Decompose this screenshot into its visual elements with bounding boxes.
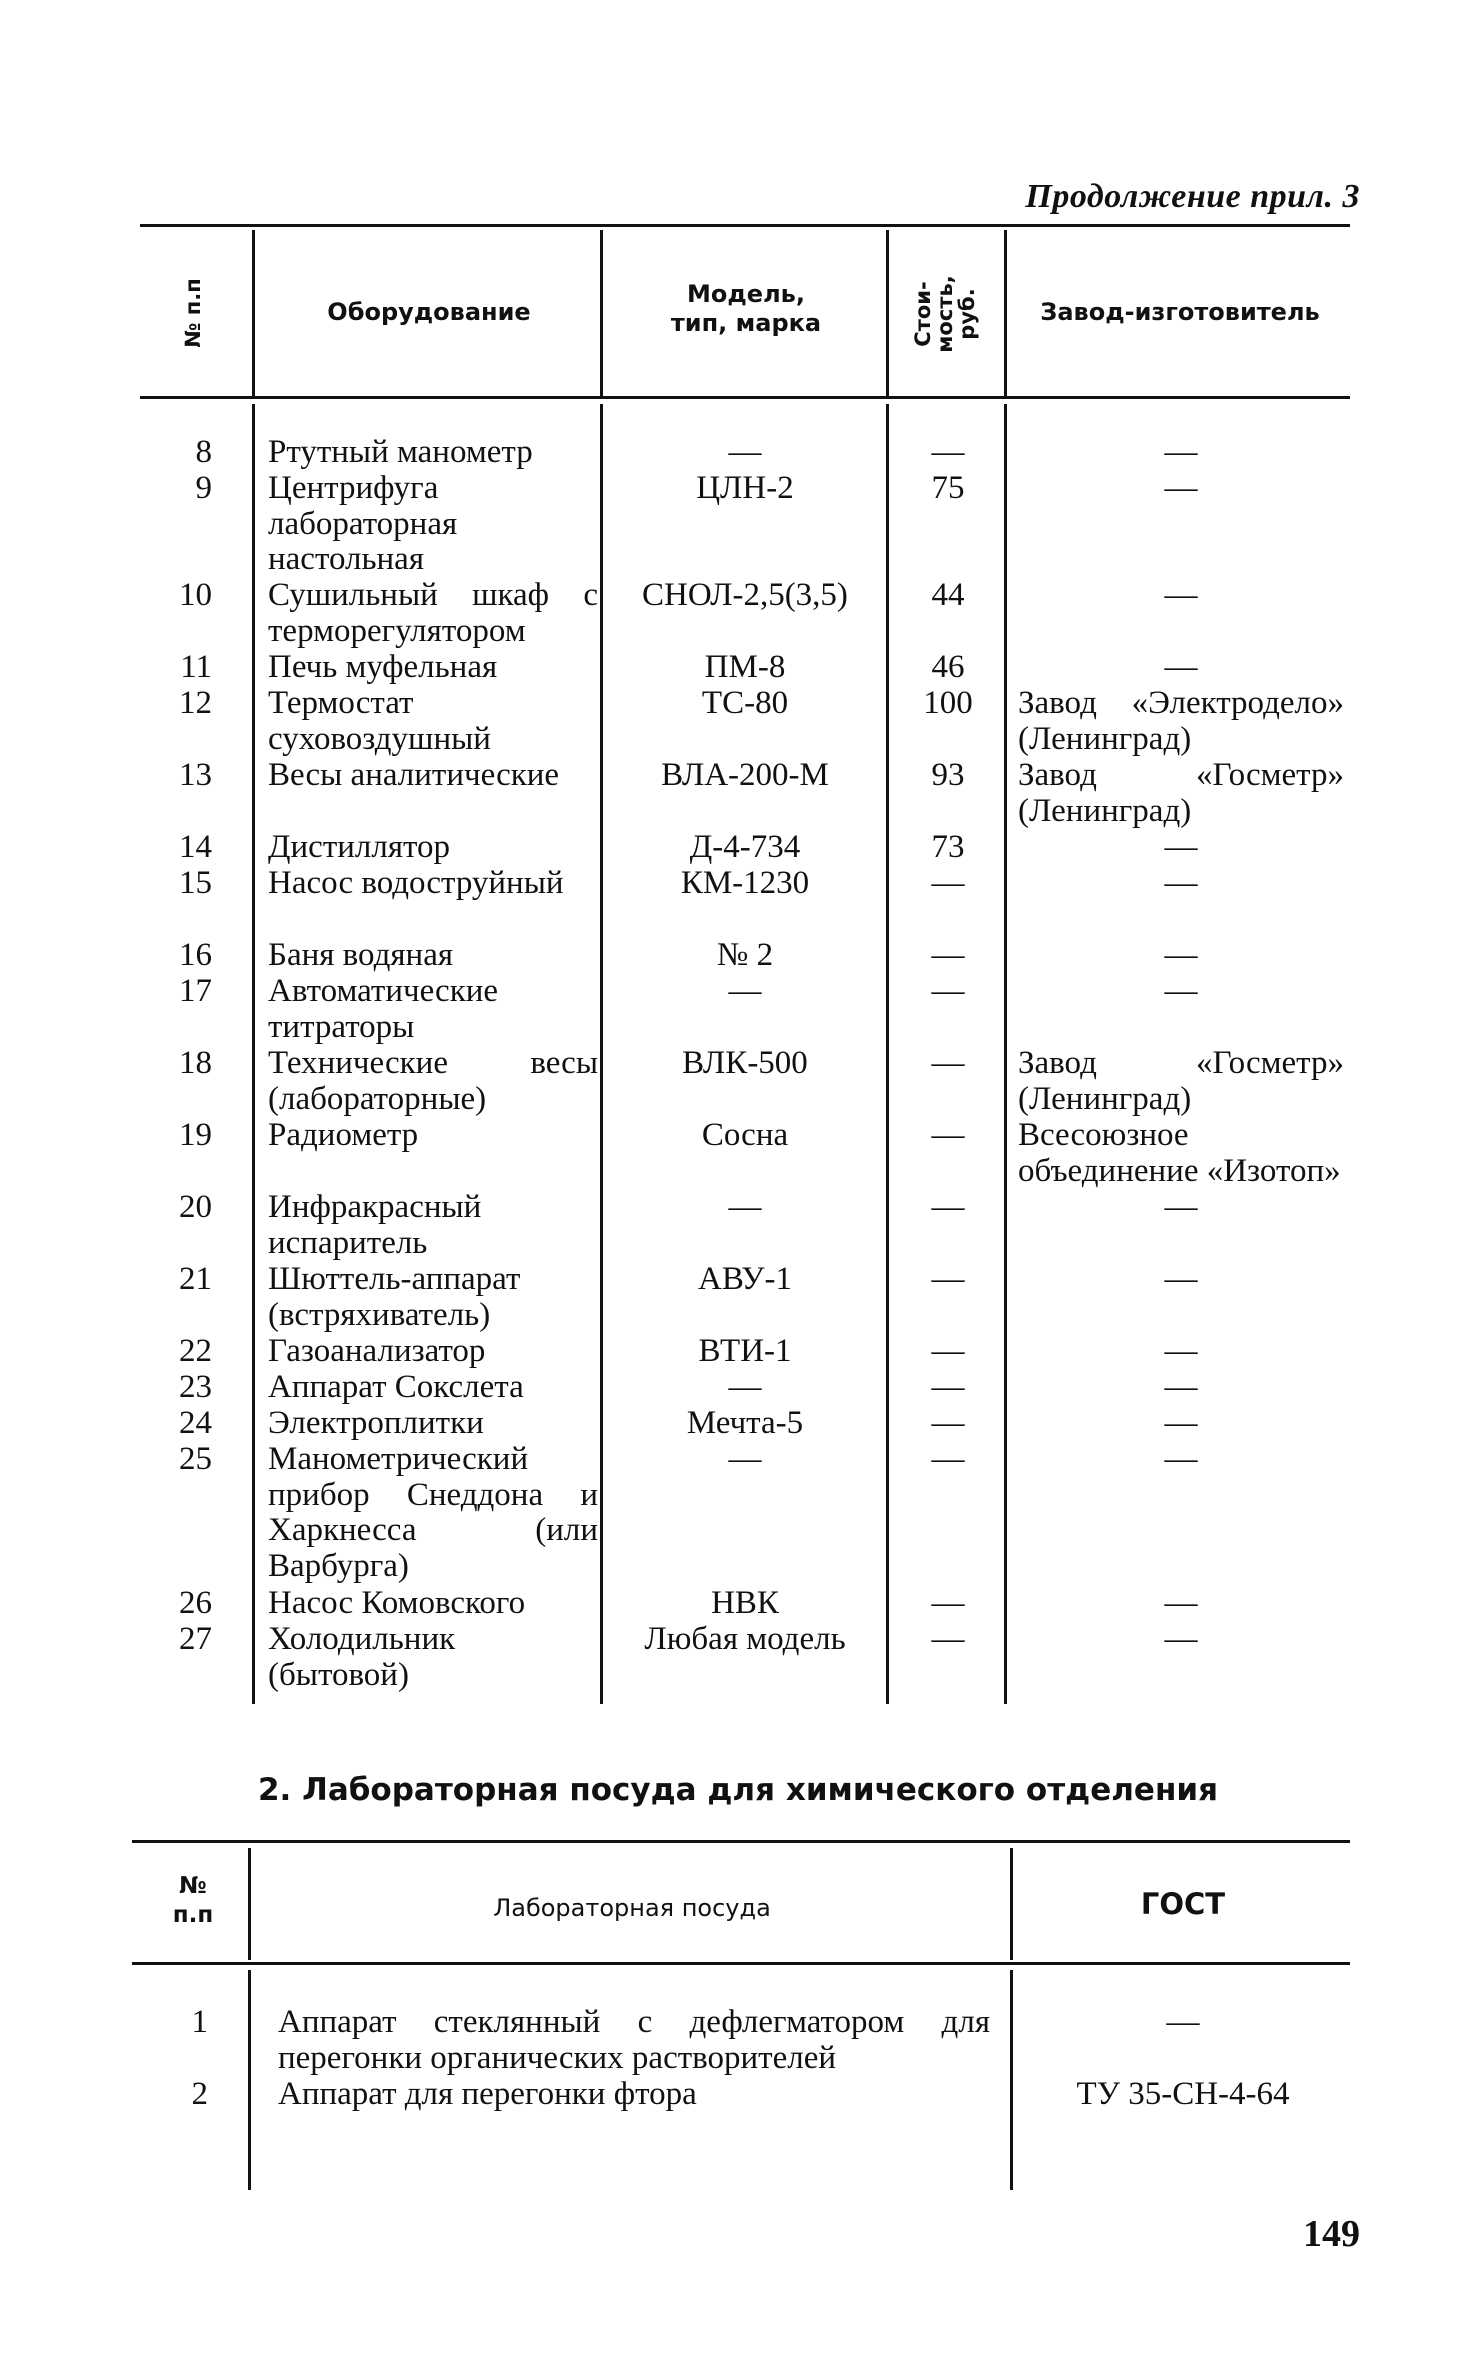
cost: —	[931, 1369, 965, 1405]
manufacturer: —	[1164, 1585, 1198, 1621]
manufacturer: Завод «Госметр» (Ленинград)	[1018, 757, 1344, 829]
table2-header-rule	[132, 1962, 1350, 1965]
row-number: 16	[179, 937, 212, 973]
row-number: 18	[179, 1045, 212, 1081]
manufacturer: Завод «Госметр» (Ленинград)	[1018, 1045, 1344, 1117]
row-number: 1	[191, 2004, 208, 2040]
model: —	[728, 1441, 762, 1477]
table1-body-divider-1	[252, 404, 255, 1704]
manufacturer: —	[1164, 470, 1198, 506]
cost: —	[931, 1333, 965, 1369]
model: СНОЛ-2,5(3,5)	[642, 577, 848, 613]
row-number: 27	[179, 1621, 212, 1657]
cost: —	[931, 1189, 965, 1225]
equipment-name: Печь муфельная	[268, 649, 498, 685]
equipment-name: Баня водяная	[268, 937, 454, 973]
cost: —	[931, 1585, 965, 1621]
model: НВК	[711, 1585, 779, 1621]
model: ЦЛН-2	[696, 470, 794, 506]
cost: 46	[931, 649, 965, 685]
table1-header-model: Модель, тип, марка	[670, 280, 822, 337]
model: АВУ-1	[697, 1261, 793, 1297]
manufacturer: —	[1164, 1441, 1198, 1477]
table1-header-equipment: Оборудование	[327, 298, 531, 326]
equipment-name: Весы аналитические	[268, 757, 560, 793]
manufacturer: —	[1164, 434, 1198, 470]
model: ВЛК-500	[682, 1045, 808, 1081]
row-number: 2	[191, 2076, 208, 2112]
equipment-name: Радиометр	[268, 1117, 419, 1153]
cost: —	[931, 1621, 965, 1657]
table1-top-rule	[140, 224, 1350, 227]
equipment-name: Автоматические титраторы	[268, 973, 499, 1045]
cost: 75	[931, 470, 965, 506]
cost: —	[931, 1117, 965, 1153]
table2-header-divider-1	[248, 1848, 251, 1960]
table1-header-manufacturer: Завод-изготовитель	[1040, 298, 1320, 326]
equipment-name: Ртутный манометр	[268, 434, 533, 470]
table1-col-divider-1	[252, 230, 255, 396]
table1-body-divider-4	[1004, 404, 1007, 1704]
row-number: 14	[179, 829, 212, 865]
cost: —	[931, 1045, 965, 1081]
manufacturer: —	[1164, 1405, 1198, 1441]
row-number: 23	[179, 1369, 212, 1405]
table2-body-divider-1	[248, 1970, 251, 2190]
table1-col-divider-2	[600, 230, 603, 396]
equipment-name: Электроплитки	[268, 1405, 484, 1441]
model: ТС-80	[701, 685, 789, 721]
row-number: 21	[179, 1261, 212, 1297]
cost: 100	[923, 685, 973, 721]
manufacturer: —	[1164, 1261, 1198, 1297]
equipment-name: Холодильник (бытовой)	[268, 1621, 456, 1693]
glassware-name: Аппарат для перегонки фтора	[278, 2076, 697, 2112]
cost: —	[931, 937, 965, 973]
equipment-name: Инфракрасный испаритель	[268, 1189, 482, 1261]
row-number: 25	[179, 1441, 212, 1477]
page-number: 149	[1303, 2213, 1360, 2255]
cost: 93	[931, 757, 965, 793]
cost: —	[931, 973, 965, 1009]
row-number: 8	[195, 434, 212, 470]
table2-body-divider-2	[1010, 1970, 1013, 2190]
manufacturer: —	[1164, 1369, 1198, 1405]
cost: 44	[931, 577, 965, 613]
row-number: 9	[195, 470, 212, 506]
manufacturer: —	[1164, 577, 1198, 613]
cost: —	[931, 1405, 965, 1441]
table1-col-divider-3	[886, 230, 889, 396]
row-number: 24	[179, 1405, 212, 1441]
row-number: 15	[179, 865, 212, 901]
manufacturer: Всесоюзное объединение «Изотоп»	[1018, 1117, 1341, 1189]
manufacturer: —	[1164, 865, 1198, 901]
equipment-name: Насос водоструйный	[268, 865, 564, 901]
equipment-name: Аппарат Сокслета	[268, 1369, 524, 1405]
manufacturer: —	[1164, 649, 1198, 685]
model: —	[728, 434, 762, 470]
table2-header-divider-2	[1010, 1848, 1013, 1960]
equipment-name: Центрифуга лабораторная настольная	[268, 470, 458, 577]
manufacturer: —	[1164, 973, 1198, 1009]
model: ПМ-8	[704, 649, 786, 685]
glassware-name: Аппарат стеклянный с дефлегматором для перегонки органических растворителей	[278, 2004, 990, 2076]
equipment-name: Насос Комовского	[268, 1585, 526, 1621]
manufacturer: Завод «Электродело» (Ленинград)	[1018, 685, 1344, 757]
row-number: 26	[179, 1585, 212, 1621]
section2-title: 2. Лабораторная посуда для химического отделения	[257, 1772, 1219, 1808]
manufacturer: —	[1164, 937, 1198, 973]
gost: —	[1166, 2004, 1200, 2040]
manufacturer: —	[1164, 829, 1198, 865]
manufacturer: —	[1164, 1333, 1198, 1369]
model: —	[728, 973, 762, 1009]
row-number: 10	[179, 577, 212, 613]
table2-header-gost: ГОСТ	[1140, 1887, 1226, 1921]
table1-body-divider-2	[600, 404, 603, 1704]
cost: —	[931, 1441, 965, 1477]
model: № 2	[716, 937, 774, 973]
manufacturer: —	[1164, 1621, 1198, 1657]
equipment-name: Манометрический прибор Снеддона и Харкнесса (или Варбурга)	[268, 1441, 598, 1584]
model: Мечта-5	[686, 1405, 804, 1441]
table1-col-divider-4	[1004, 230, 1007, 396]
table1-header-rule	[140, 396, 1350, 399]
table1-header-num: № п.п	[181, 278, 205, 348]
table2-header-num: № п.п	[172, 1873, 214, 1928]
equipment-name: Дистиллятор	[268, 829, 450, 865]
continuation-header: Продолжение прил. 3	[1025, 178, 1360, 215]
table1-body-divider-3	[886, 404, 889, 1704]
model: Д-4-734	[689, 829, 801, 865]
equipment-name: Технические весы (лабораторные)	[268, 1045, 598, 1117]
cost: —	[931, 434, 965, 470]
equipment-name: Термостат суховоздушный	[268, 685, 491, 757]
cost: —	[931, 1261, 965, 1297]
table2-header-item: Лабораторная посуда	[493, 1894, 771, 1922]
row-number: 22	[179, 1333, 212, 1369]
model: Любая модель	[644, 1621, 846, 1657]
model: —	[728, 1369, 762, 1405]
model: ВЛА-200-М	[661, 757, 829, 793]
model: —	[728, 1189, 762, 1225]
row-number: 12	[179, 685, 212, 721]
row-number: 11	[180, 649, 212, 685]
table2-top-rule	[132, 1840, 1350, 1843]
equipment-name: Шюттель-аппарат (встряхиватель)	[268, 1261, 521, 1333]
model: ВТИ-1	[698, 1333, 792, 1369]
row-number: 19	[179, 1117, 212, 1153]
cost: —	[931, 865, 965, 901]
table1-header-cost: Стои- мость, руб.	[911, 275, 979, 353]
equipment-name: Газоанализатор	[268, 1333, 486, 1369]
row-number: 20	[179, 1189, 212, 1225]
row-number: 13	[179, 757, 212, 793]
equipment-name: Сушильный шкаф с терморегулятором	[268, 577, 598, 649]
model: Сосна	[701, 1117, 789, 1153]
model: КМ-1230	[680, 865, 810, 901]
manufacturer: —	[1164, 1189, 1198, 1225]
cost: 73	[931, 829, 965, 865]
row-number: 17	[179, 973, 212, 1009]
gost: ТУ 35-СН-4-64	[1076, 2076, 1290, 2112]
